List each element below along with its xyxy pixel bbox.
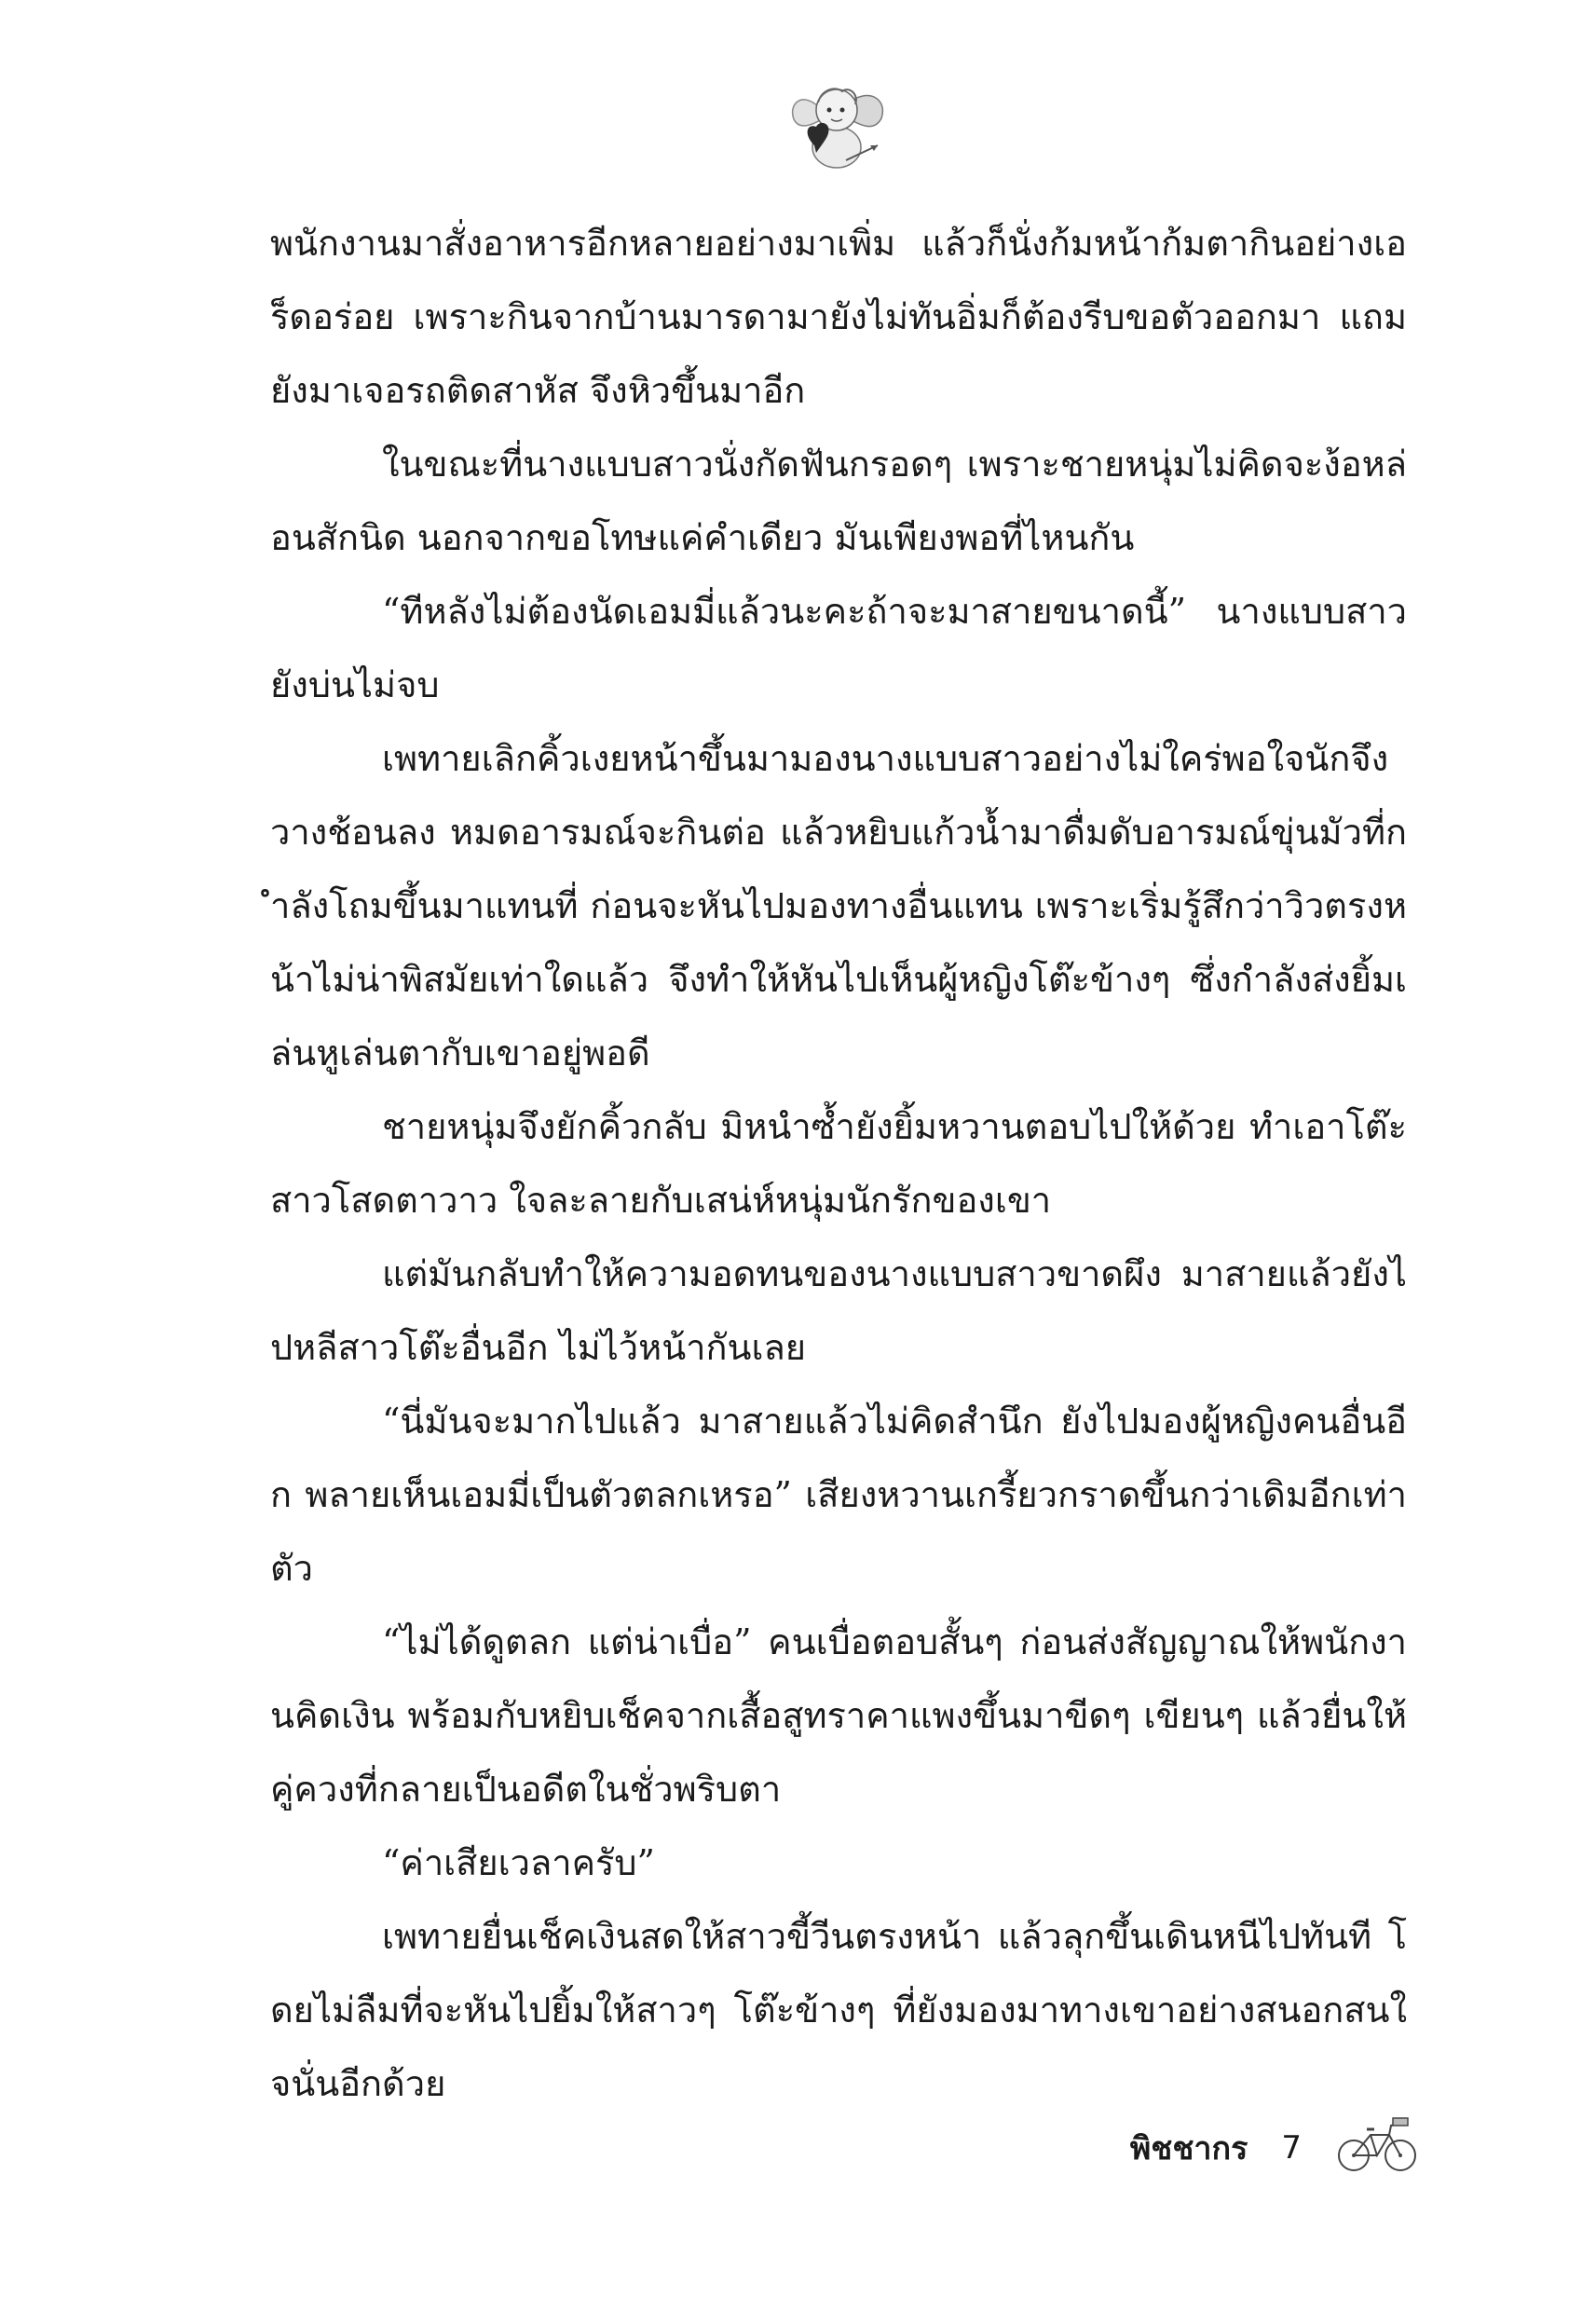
page-footer [1130,2111,1419,2185]
paragraph: “ค่าเสียเวลาครับ” [382,1842,655,1883]
paragraph: แต่มันกลับทำให้ความอดทนของนางแบบสาวขาดผึง มาสายแล้วยังไปหลีสาวโต๊ะอื่นอีก ไม่ไว้หน้ากันเลย [270,1253,1407,1368]
paragraph: ชายหนุ่มจึงยักคิ้วกลับ มิหนำซ้ำยังยิ้มหวานตอบไปให้ด้วย ทำเอาโต๊ะสาวโสดตาวาว ใจละลายกับเสน่ห์หนุ่มนักรักของเขา [270,1106,1407,1221]
paragraph: ในขณะที่นางแบบสาวนั่งกัดฟันกรอดๆ เพราะชายหนุ่มไม่คิดจะง้อหล่อนสักนิด นอกจากขอโทษแค่คำเดียว มันเพียงพอที่ไหนกัน [270,444,1407,558]
page-number: 7 [1281,2129,1302,2167]
bicycle-icon [1335,2114,1419,2182]
paragraph: พนักงานมาสั่งอาหารอีกหลายอย่างมาเพิ่ม แล้วก็นั่งก้มหน้าก้มตากินอย่างเอร็ดอร่อย เพราะกินจากบ้านมารดามายังไม่ทันอิ่มก็ต้องรีบขอตัวออกมา แถมยังมาเจอรถติดสาหัส จึงหิวขึ้นมาอีก [270,223,1407,411]
paragraph: เพทายยื่นเช็คเงินสดให้สาวขี้วีนตรงหน้า แล้วลุกขึ้นเดินหนีไปทันที โดยไม่ลืมที่จะหันไปยิ้มให้สาวๆ โต๊ะข้างๆ ที่ยังมองมาทางเขาอย่างสนอกสนใจนั่นอีกด้วย [270,1916,1407,2104]
cupid-with-heart-icon [781,67,893,179]
paragraph: เพทายเลิกคิ้วเงยหน้าขึ้นมามองนางแบบสาวอย่างไม่ใคร่พอใจนักจึงวางช้อนลง หมดอารมณ์จะกินต่อ แล้วหยิบแก้วน้ำมาดื่มดับอารมณ์ขุ่นมัวที่กำลังโถมขึ้นมาแทนที่ ก่อนจะหันไปมองทางอื่นแทน เพราะเริ่มรู้สึกว่าวิวตรงหน้าไม่น่าพิสมัยเท่าใดแล้ว จึงทำให้หันไปเห็นผู้หญิงโต๊ะข้างๆ ซึ่งกำลังส่งยิ้มเล่นหูเล่นตากับเขาอยู่พอดี [270,738,1407,1073]
book-title: พิชชากร [1129,2130,1248,2167]
paragraph: “นี่มันจะมากไปแล้ว มาสายแล้วไม่คิดสำนึก ยังไปมองผู้หญิงคนอื่นอีก พลายเห็นเอมมี่เป็นตัวตลกเหรอ” เสียงหวานเกรี้ยวกราดขึ้นกว่าเดิมอีกเท่าตัว [270,1401,1407,1589]
paragraph: “ไม่ได้ดูตลก แต่น่าเบื่อ” คนเบื่อตอบสั้นๆ ก่อนส่งสัญญาณให้พนักงานคิดเงิน พร้อมกับหยิบเช็คจากเสื้อสูทราคาแพงขึ้นมาขีดๆ เขียนๆ แล้วยื่นให้คู่ควงที่กลายเป็นอดีตในชั่วพริบตา [270,1621,1407,1810]
page-body [270,207,1407,2104]
paragraph: “ทีหลังไม่ต้องนัดเอมมี่แล้วนะคะถ้าจะมาสายขนาดนี้” นางแบบสาวยังบ่นไม่จบ [270,591,1407,705]
